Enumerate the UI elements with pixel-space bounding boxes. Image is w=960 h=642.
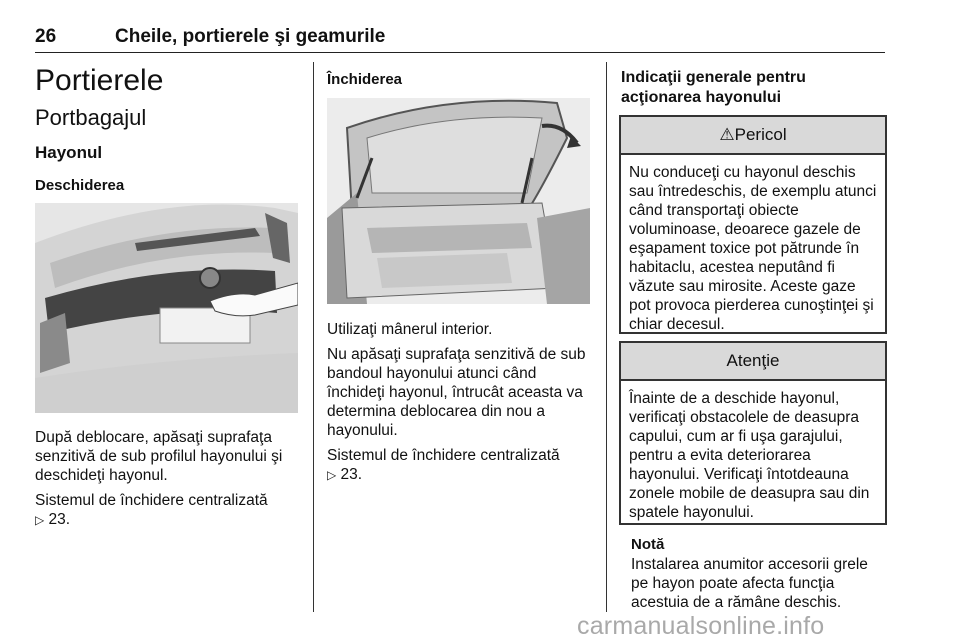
middle-text	[327, 320, 595, 485]
left-column	[35, 64, 300, 196]
caution-title: Atenţie	[621, 343, 885, 381]
page-header	[35, 26, 885, 53]
subsection-title: Hayonul	[35, 143, 103, 162]
warning-triangle-icon: ⚠	[719, 125, 735, 144]
middle-column	[327, 70, 592, 90]
page-number: 26	[35, 26, 57, 47]
page-reference-icon: ▷	[327, 468, 337, 482]
danger-box	[619, 115, 887, 334]
page-title: Portierele	[35, 64, 164, 97]
column-divider	[606, 62, 607, 612]
tailgate-opening-illustration-icon	[35, 203, 298, 413]
column-divider	[313, 62, 314, 612]
closing-instruction: Utilizaţi mânerul interior.	[327, 321, 493, 338]
section-title: Portbagajul	[35, 105, 147, 130]
central-locking-reference	[327, 446, 595, 485]
caution-text: Înainte de a deschide hayonul, verificaţi obstacolele de deasupra capului, cum ar fi uşa garajului, pentru a evita deteriorarea hayonului. Verificaţi întotdeauna zonele mobile de deasupra sau din spatele hayonului.	[629, 390, 870, 521]
closing-warning-text: Nu apăsaţi suprafaţa senzitivă de sub bandoul hayonului atunci când închideţi hayonul, întrucât aceasta va determina deblocarea din nou a hayonului.	[327, 346, 586, 439]
reference-link[interactable]: 23.	[340, 466, 363, 483]
general-instructions-heading: Indicaţii generale pentru acţionarea hayonului	[621, 69, 806, 106]
page-reference-icon: ▷	[35, 513, 45, 527]
reference-link[interactable]: 23.	[48, 511, 71, 528]
note-text: Instalarea anumitor accesorii grele pe hayon poate afecta funcţia acestuia de a rămâne deschis.	[631, 556, 868, 611]
danger-text: Nu conduceţi cu hayonul deschis sau întredeschis, de exemplu atunci când transportaţi obiecte voluminoase, deoarece gazele de eşapament toxice pot pătrunde în habitaclu, acestea neputând fi văzute sau mirosite. Aceste gaze pot provoca pierderea cunoştinţei şi chiar decesul.	[629, 164, 877, 333]
note-section	[631, 535, 886, 612]
danger-title: Pericol	[734, 125, 787, 144]
central-locking-reference	[35, 491, 305, 530]
reference-text: Sistemul de închidere centralizată	[327, 447, 560, 464]
left-text	[35, 428, 305, 530]
chapter-title: Cheile, portierele şi geamurile	[115, 26, 386, 47]
subheading-opening: Deschiderea	[35, 177, 125, 194]
caution-box	[619, 341, 887, 525]
note-title: Notă	[631, 536, 665, 553]
watermark: carmanualsonline.info	[577, 612, 825, 640]
tailgate-closing-illustration-icon	[327, 98, 590, 304]
danger-header	[621, 117, 885, 155]
reference-text: Sistemul de închidere centralizată	[35, 492, 268, 509]
subheading-closing: Închiderea	[327, 71, 403, 88]
opening-instruction: După deblocare, apăsaţi suprafaţa senzitivă de sub profilul hayonului şi deschideţi hayonul.	[35, 429, 283, 484]
right-column	[621, 68, 886, 108]
